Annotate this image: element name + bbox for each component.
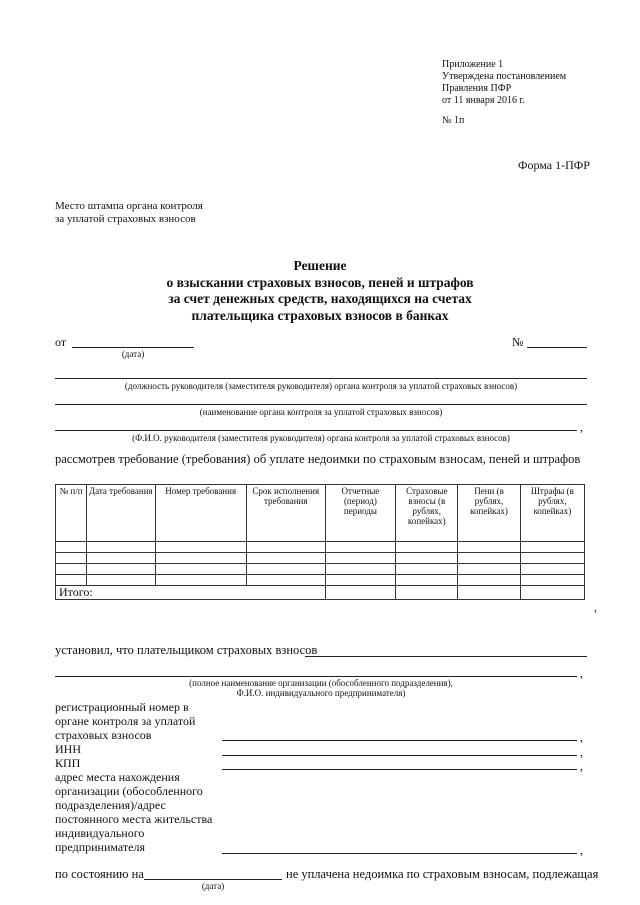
form-label: Форма 1-ПФР: [518, 158, 590, 172]
table-cell[interactable]: [155, 575, 246, 586]
fio-comma: ,: [580, 420, 583, 434]
table-total-row: [56, 586, 585, 600]
inn-field[interactable]: [222, 755, 577, 756]
as-of-label: по состоянию на: [55, 867, 144, 881]
title-line-3: за счет денежных средств, находящихся на счетах: [168, 291, 472, 306]
table-header-row: [56, 485, 585, 542]
considered-text: рассмотрев требование (требования) об уплате недоимки по страховым взносам, пеней и штрафов: [55, 452, 581, 466]
table-cell[interactable]: [325, 564, 396, 575]
reg-number-field[interactable]: [222, 740, 577, 741]
address-label: адрес места нахождения организации (обособленного подразделения)/адрес постоянного места жительства индивидуального предпринимателя: [55, 770, 213, 854]
payer-name-field[interactable]: [55, 676, 577, 677]
header-fines: Штрафы (в рублях, копейках): [520, 485, 584, 542]
position-field[interactable]: [55, 378, 587, 379]
header-penalties: Пени (в рублях, копейках): [458, 485, 520, 542]
as-of-date-field[interactable]: [144, 879, 282, 880]
total-cell[interactable]: [520, 586, 584, 600]
appendix-line-1: Приложение 1: [442, 59, 504, 70]
table-cell[interactable]: [325, 575, 396, 586]
kpp-field[interactable]: [222, 769, 577, 770]
inn-label: ИНН: [55, 742, 81, 756]
appendix-line-2: Утверждена постановлением: [442, 71, 567, 82]
reg-number-label: регистрационный номер в органе контроля за уплатой страховых взносов: [55, 700, 196, 742]
table-cell[interactable]: [87, 564, 155, 575]
table-cell[interactable]: [325, 553, 396, 564]
total-cell[interactable]: [325, 586, 396, 600]
as-of-date-caption: (дата): [201, 881, 225, 891]
title-line-1: Решение: [293, 258, 347, 273]
table-cell[interactable]: [87, 553, 155, 564]
requirements-table: [55, 484, 585, 600]
header-deadline: Срок исполнения требования: [246, 485, 325, 542]
header-periods: Отчетные (период) периоды: [325, 485, 396, 542]
table-cell[interactable]: [87, 575, 155, 586]
table-cell[interactable]: [87, 542, 155, 553]
full-name-caption-1: (полное наименование организации (обособленного подразделения),: [189, 678, 453, 688]
full-name-caption-2: Ф.И.О. индивидуального предпринимателя): [236, 688, 406, 698]
title-line-4: плательщика страховых взносов в банках: [191, 307, 449, 323]
table-cell[interactable]: [56, 553, 87, 564]
title-line-2: о взыскании страховых взносов, пеней и штрафов: [166, 274, 474, 290]
table-cell[interactable]: [325, 542, 396, 553]
document-title: [0, 258, 640, 324]
table-cell[interactable]: [520, 542, 584, 553]
table-cell[interactable]: [458, 564, 520, 575]
org-name-field[interactable]: [55, 404, 587, 405]
address-comma: ,: [580, 843, 583, 857]
total-cell[interactable]: [458, 586, 520, 600]
table-cell[interactable]: [396, 553, 458, 564]
org-name-caption: (наименование органа контроля за уплатой страховых взносов): [199, 407, 443, 417]
appendix-line-4: от 11 января 2016 г.: [442, 95, 525, 106]
full-name-caption: [55, 678, 587, 698]
table-cell[interactable]: [155, 553, 246, 564]
payer-comma: ,: [580, 666, 583, 680]
table-comma: ,: [594, 600, 597, 614]
table-cell[interactable]: [246, 553, 325, 564]
kpp-label: КПП: [55, 756, 81, 770]
stamp-line-1: Место штампа органа контроля: [55, 200, 203, 212]
table-cell[interactable]: [246, 542, 325, 553]
appendix-number: № 1п: [442, 115, 465, 126]
established-text: установил, что плательщиком страховых взносов: [55, 643, 318, 657]
table-cell[interactable]: [520, 553, 584, 564]
stamp-placeholder: [55, 200, 203, 226]
stamp-line-2: за уплатой страховых взносов: [55, 213, 196, 225]
table-cell[interactable]: [396, 575, 458, 586]
appendix-block: [442, 59, 566, 127]
table-cell[interactable]: [396, 542, 458, 553]
table-cell[interactable]: [155, 542, 246, 553]
header-date: Дата требования: [87, 485, 155, 542]
table-cell[interactable]: [458, 575, 520, 586]
table-cell[interactable]: [56, 575, 87, 586]
table-row: [56, 542, 585, 553]
position-caption: (должность руководителя (заместителя руководителя) органа контроля за уплатой страховых взносов): [124, 381, 518, 391]
header-num: № п/п: [56, 485, 87, 542]
inn-comma: ,: [580, 745, 583, 759]
number-label: №: [512, 335, 524, 349]
reg-comma: ,: [580, 730, 583, 744]
address-field[interactable]: [222, 853, 577, 854]
table-cell[interactable]: [56, 542, 87, 553]
total-cell[interactable]: [396, 586, 458, 600]
total-label: Итого:: [56, 586, 326, 600]
header-req-number: Номер требования: [155, 485, 246, 542]
fio-field[interactable]: [55, 430, 577, 431]
table-cell[interactable]: [56, 564, 87, 575]
number-field[interactable]: [527, 347, 587, 348]
payer-field[interactable]: [305, 656, 587, 657]
appendix-line-3: Правления ПФР: [442, 83, 512, 94]
table-cell[interactable]: [155, 564, 246, 575]
table-cell[interactable]: [520, 564, 584, 575]
table-cell[interactable]: [520, 575, 584, 586]
header-contributions: Страховые взносы (в рублях, копейках): [396, 485, 458, 542]
table-cell[interactable]: [396, 564, 458, 575]
table-cell[interactable]: [458, 542, 520, 553]
from-label: от: [55, 335, 67, 349]
not-paid-text: не уплачена недоимка по страховым взносам, подлежащая: [286, 867, 599, 881]
table-row: [56, 575, 585, 586]
table-cell[interactable]: [246, 575, 325, 586]
table-row: [56, 553, 585, 564]
fio-caption: (Ф.И.О. руководителя (заместителя руководителя) органа контроля за уплатой страховых взносов): [132, 433, 510, 443]
date-caption: (дата): [121, 349, 145, 359]
table-row: [56, 564, 585, 575]
date-field[interactable]: [72, 347, 194, 348]
kpp-comma: ,: [580, 759, 583, 773]
table-cell[interactable]: [246, 564, 325, 575]
table-cell[interactable]: [458, 553, 520, 564]
